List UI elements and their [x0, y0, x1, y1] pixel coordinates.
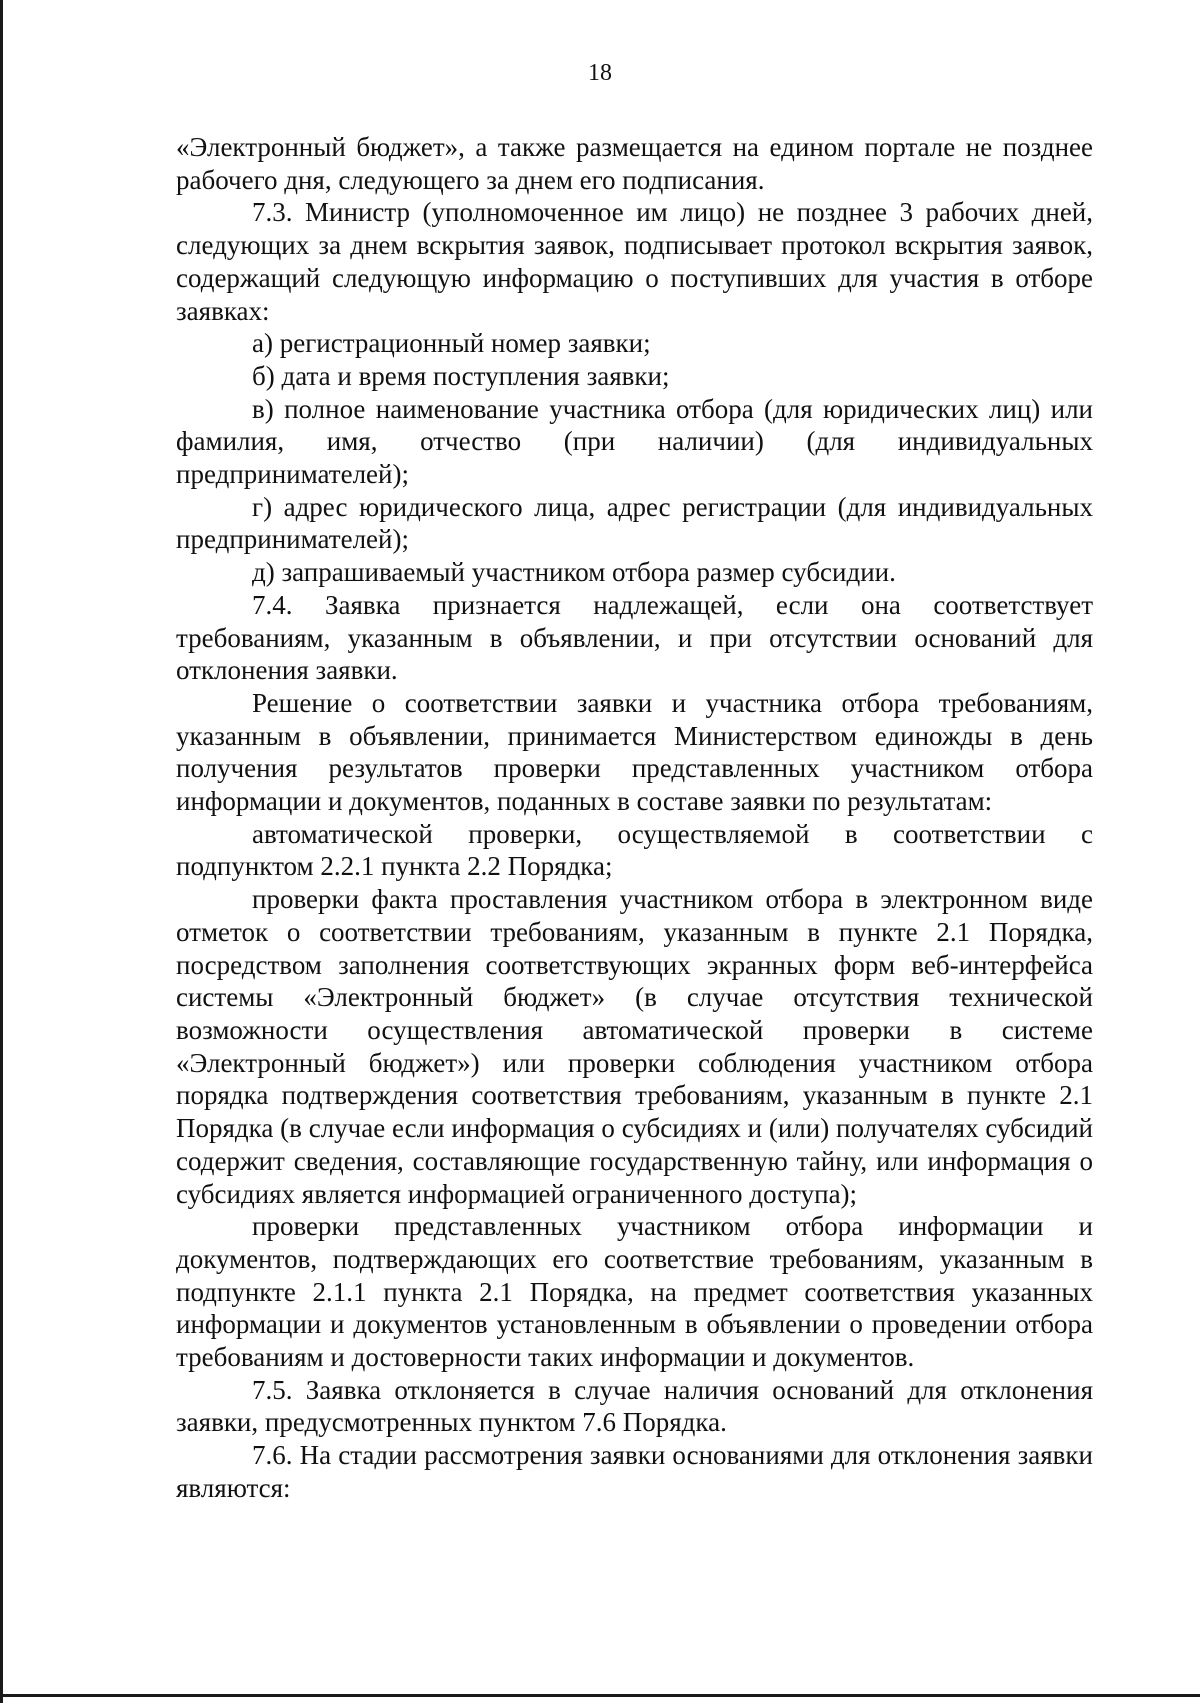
list-item-d: д) запрашиваемый участником отбора размер субсидии. — [252, 557, 896, 588]
list-item-b: б) дата и время поступления заявки; — [252, 360, 670, 391]
document-body — [176, 131, 1093, 1505]
paragraph-documents-check: проверки представленных участником отбора информации и документов, подтверждающих его соответствие требованиям, указанным в подпункте 2.1.1 пункта 2.1 Порядка, на предмет соответствия указанных информации и документов установленным в объявлении о проведении отбора требованиям и достоверности таких информации и документов. — [176, 1211, 1093, 1373]
page-number: 18 — [588, 60, 612, 86]
list-item-v: в) полное наименование участника отбора (для юридических лиц) или фамилия, имя, отчество (при наличии) (для индивидуальных предпринимателей); — [176, 393, 1093, 490]
list-item-a: а) регистрационный номер заявки; — [252, 328, 651, 359]
paragraph-7-3: 7.3. Министр (уполномоченное им лицо) не позднее 3 рабочих дней, следующих за днем вскрытия заявок, подписывает протокол вскрытия заявок, содержащий следующую информацию о поступивших для участия в отборе заявках: — [176, 197, 1093, 326]
scan-bottom-edge — [0, 1694, 1200, 1697]
paragraph-7-5: 7.5. Заявка отклоняется в случае наличия оснований для отклонения заявки, предусмотренных пунктом 7.6 Порядка. — [176, 1374, 1093, 1438]
paragraph-decision: Решение о соответствии заявки и участника отбора требованиям, указанным в объявлении, принимается Министерством единожды в день получения результатов проверки представленных участником отбора информации и документов, поданных в составе заявки по результатам: — [176, 687, 1093, 817]
list-item-g: г) адрес юридического лица, адрес регистрации (для индивидуальных предпринимателей); — [176, 491, 1093, 555]
paragraph-marks-check: проверки факта проставления участником отбора в электронном виде отметок о соответствии требованиям, указанным в пункте 2.1 Порядка, посредством заполнения соответствующих экранных форм веб-интерфейса системы «Электронный бюджет» (в случае отсутствия технической возможности осуществления автоматической проверки в системе «Электронный бюджет») или проверки соблюдения участником отбора порядка подтверждения соответствия требованиям, указанным в пункте 2.1 Порядка (в случае если информация о субсидиях и (или) получателях субсидий содержит сведения, составляющие государственную тайну, или информация о субсидиях является информацией ограниченного доступа); — [176, 884, 1093, 1209]
paragraph-automatic-check: автоматической проверки, осуществляемой в соответствии с подпунктом 2.2.1 пункта 2.2 Порядка; — [176, 818, 1093, 882]
paragraph-7-6: 7.6. На стадии рассмотрения заявки основаниями для отклонения заявки являются: — [176, 1440, 1093, 1503]
scan-left-edge — [0, 0, 3, 1703]
paragraph-continuation: «Электронный бюджет», а также размещается на едином портале не позднее рабочего дня, следующего за днем его подписания. — [176, 132, 1093, 195]
paragraph-7-4: 7.4. Заявка признается надлежащей, если она соответствует требованиям, указанным в объявлении, и при отсутствии оснований для отклонения заявки. — [176, 589, 1093, 686]
